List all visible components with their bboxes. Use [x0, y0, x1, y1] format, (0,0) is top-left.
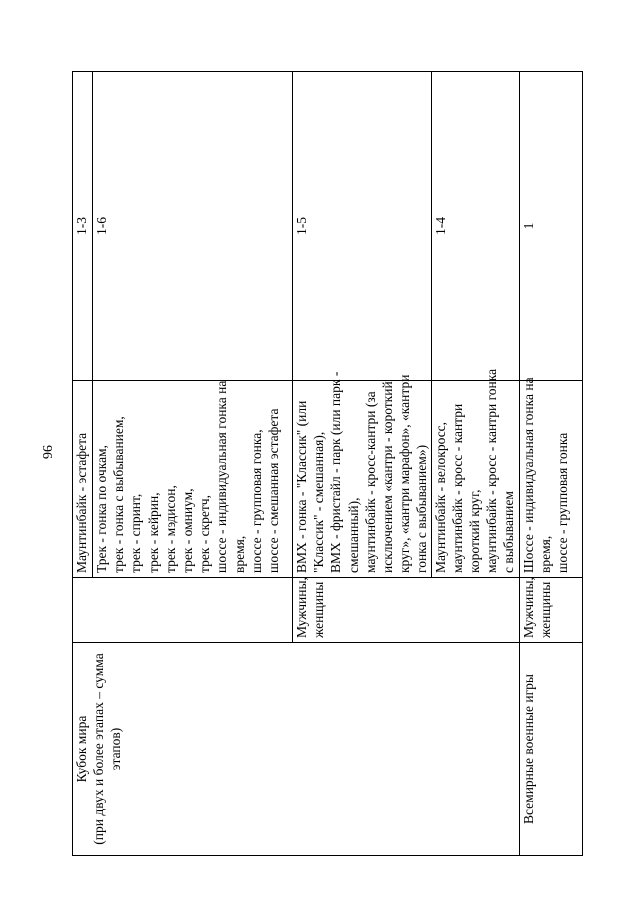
rotated-table-wrapper [72, 72, 581, 856]
discipline-line: маунтинбайк - кросс-кантри (за [362, 391, 378, 573]
disciplines-cell [293, 371, 432, 578]
discipline-line: BMX - гонка - "Классик" (или [294, 400, 309, 573]
discipline-line: шоссе - групповая гонка, [248, 429, 264, 573]
discipline-line: с выбыванием [501, 491, 517, 573]
table-row [519, 72, 582, 856]
participants-cell: Мужчины, женщины [293, 578, 520, 643]
event-cell: Всемирные военные игры [519, 643, 582, 856]
disciplines-cell [431, 368, 519, 578]
discipline-line: маунтинбайк - кросс - кантри [449, 403, 465, 573]
discipline-line: шоссе - индивидуальная гонка на [214, 380, 230, 573]
discipline-line: шоссе - групповая гонка [555, 432, 571, 573]
event-note: (при двух и более этапах – сумма этапов) [91, 653, 124, 845]
results-table [72, 71, 583, 856]
ages-cell: 1-6 [93, 72, 293, 381]
event-cell [73, 643, 520, 856]
discipline-line: Маунтинбайк - велокросс, [432, 421, 448, 573]
discipline-line: время, [537, 535, 553, 573]
discipline-line: исключением «кантри - короткий [380, 381, 396, 573]
disciplines-cell [93, 381, 293, 578]
discipline-line: круг», «кантри марафон», «кантри [397, 374, 413, 573]
discipline-line: короткий круг, [467, 489, 483, 573]
ages-cell: 1-4 [431, 72, 519, 381]
discipline-line: BMX - фристайл - парк (или парк - [328, 371, 344, 573]
table-row [73, 72, 93, 856]
page-number: 96 [39, 445, 54, 459]
discipline-line: трек - мэдисон, [162, 485, 178, 573]
discipline-line: трек - кейрин, [145, 492, 161, 573]
disciplines-cell [73, 381, 93, 578]
discipline-line: время, [231, 535, 247, 573]
disciplines-cell [519, 377, 582, 578]
participants-cell: Мужчины, женщины [519, 578, 582, 643]
discipline-line: трек - спринт, [128, 493, 144, 573]
ages-cell: 1 [519, 72, 582, 381]
participants-cell [73, 578, 293, 643]
discipline-line: "Классик" - смешанная), [311, 431, 327, 573]
discipline-line: шоссе - смешанная эстафета [266, 408, 282, 573]
discipline-line: маунтинбайк - кросс - кантри гонка [484, 368, 500, 573]
discipline-line: Трек - гонка по очкам, [94, 445, 109, 573]
event-title: Кубок мира [74, 715, 89, 783]
discipline-line: смешанный), [345, 497, 361, 573]
discipline-line: Маунтинбайк - эстафета [74, 432, 89, 573]
discipline-line: гонка с выбыванием») [414, 444, 430, 573]
discipline-line: Шоссе - индивидуальная гонка на [520, 377, 536, 573]
discipline-line: трек - скретч, [197, 495, 213, 573]
ages-cell: 1-3 [73, 72, 93, 381]
ages-cell: 1-5 [293, 72, 432, 381]
discipline-line: трек - гонка с выбыванием, [111, 416, 127, 573]
discipline-line: трек - омниум, [180, 488, 196, 573]
